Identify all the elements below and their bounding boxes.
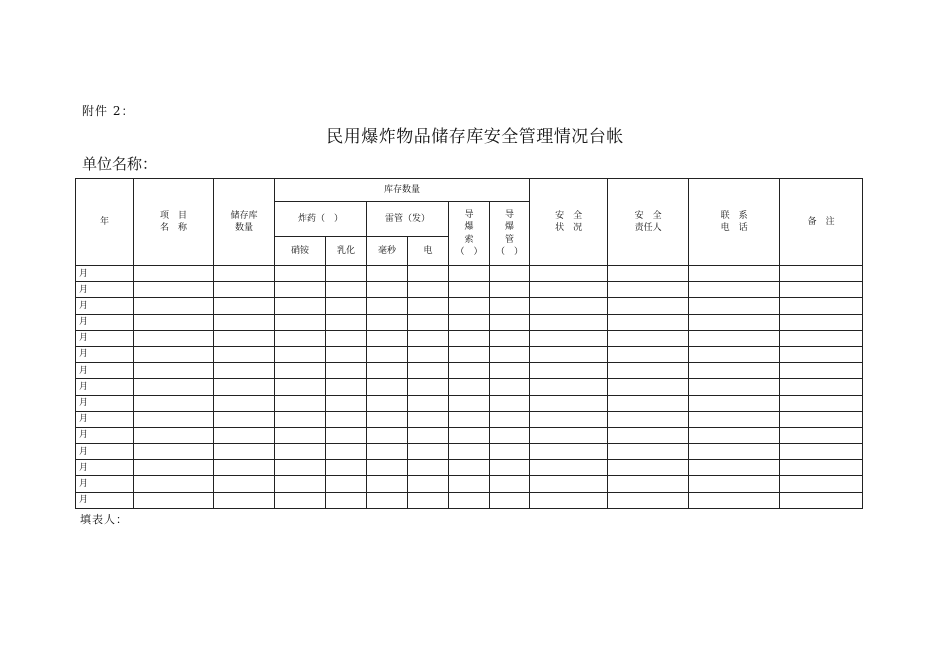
empty-cell	[367, 266, 408, 282]
table-row	[76, 282, 863, 298]
header-detonating-cord: 导 爆 索 （ ）	[449, 202, 490, 266]
empty-cell	[449, 379, 490, 395]
empty-cell	[408, 266, 449, 282]
month-cell: 月	[76, 314, 134, 330]
header-stock-quantity: 库存数量	[275, 179, 530, 202]
empty-cell	[134, 427, 214, 443]
month-cell: 月	[76, 363, 134, 379]
empty-cell	[326, 444, 367, 460]
empty-cell	[689, 282, 780, 298]
empty-cell	[530, 492, 608, 508]
empty-cell	[780, 444, 863, 460]
month-cell: 月	[76, 427, 134, 443]
empty-cell	[530, 282, 608, 298]
empty-cell	[449, 476, 490, 492]
empty-cell	[326, 346, 367, 362]
empty-cell	[449, 395, 490, 411]
empty-cell	[449, 282, 490, 298]
empty-cell	[275, 379, 326, 395]
empty-cell	[275, 476, 326, 492]
unit-name-label: 单位名称：	[82, 155, 158, 173]
empty-cell	[367, 460, 408, 476]
empty-cell	[214, 476, 275, 492]
empty-cell	[134, 330, 214, 346]
empty-cell	[780, 363, 863, 379]
table-row	[76, 444, 863, 460]
empty-cell	[367, 476, 408, 492]
empty-cell	[408, 444, 449, 460]
empty-cell	[134, 476, 214, 492]
header-electric: 电	[408, 237, 449, 266]
header-storage-qty: 储存库 数量	[214, 179, 275, 266]
month-cell: 月	[76, 460, 134, 476]
empty-cell	[530, 379, 608, 395]
empty-cell	[367, 363, 408, 379]
header-millisecond: 毫秒	[367, 237, 408, 266]
empty-cell	[367, 427, 408, 443]
empty-cell	[214, 427, 275, 443]
empty-cell	[134, 346, 214, 362]
empty-cell	[134, 395, 214, 411]
empty-cell	[214, 330, 275, 346]
header-contact-phone: 联 系 电 话	[689, 179, 780, 266]
empty-cell	[608, 444, 689, 460]
empty-cell	[367, 314, 408, 330]
header-ammonium-nitrate: 硝铵	[275, 237, 326, 266]
empty-cell	[134, 363, 214, 379]
header-detonators: 雷管（发）	[367, 202, 449, 237]
table-row	[76, 298, 863, 314]
empty-cell	[326, 395, 367, 411]
empty-cell	[367, 395, 408, 411]
empty-cell	[490, 346, 530, 362]
empty-cell	[608, 460, 689, 476]
empty-cell	[214, 346, 275, 362]
empty-cell	[275, 346, 326, 362]
empty-cell	[608, 395, 689, 411]
empty-cell	[689, 476, 780, 492]
empty-cell	[326, 476, 367, 492]
data-rows	[76, 266, 863, 509]
empty-cell	[780, 460, 863, 476]
filler-note: 填表人：	[80, 513, 128, 526]
empty-cell	[408, 298, 449, 314]
empty-cell	[490, 395, 530, 411]
empty-cell	[214, 363, 275, 379]
empty-cell	[326, 460, 367, 476]
empty-cell	[449, 330, 490, 346]
ledger-table	[75, 178, 863, 509]
table-row	[76, 330, 863, 346]
empty-cell	[326, 379, 367, 395]
empty-cell	[449, 266, 490, 282]
empty-cell	[214, 460, 275, 476]
table-row	[76, 460, 863, 476]
empty-cell	[689, 298, 780, 314]
empty-cell	[134, 298, 214, 314]
empty-cell	[214, 395, 275, 411]
empty-cell	[530, 314, 608, 330]
empty-cell	[408, 379, 449, 395]
empty-cell	[608, 427, 689, 443]
empty-cell	[275, 363, 326, 379]
empty-cell	[134, 492, 214, 508]
table-row	[76, 363, 863, 379]
empty-cell	[689, 346, 780, 362]
empty-cell	[530, 330, 608, 346]
empty-cell	[608, 379, 689, 395]
empty-cell	[608, 330, 689, 346]
empty-cell	[608, 411, 689, 427]
month-cell: 月	[76, 492, 134, 508]
empty-cell	[780, 266, 863, 282]
empty-cell	[326, 298, 367, 314]
month-cell: 月	[76, 330, 134, 346]
empty-cell	[408, 492, 449, 508]
header-responsible-person: 安 全 责任人	[608, 179, 689, 266]
empty-cell	[408, 282, 449, 298]
empty-cell	[214, 492, 275, 508]
empty-cell	[490, 379, 530, 395]
empty-cell	[608, 492, 689, 508]
empty-cell	[780, 298, 863, 314]
empty-cell	[326, 282, 367, 298]
empty-cell	[449, 363, 490, 379]
attachment-note: 附件 2：	[82, 104, 135, 118]
month-cell: 月	[76, 346, 134, 362]
empty-cell	[608, 363, 689, 379]
empty-cell	[275, 314, 326, 330]
empty-cell	[608, 298, 689, 314]
empty-cell	[408, 460, 449, 476]
table-row	[76, 346, 863, 362]
empty-cell	[689, 427, 780, 443]
table-row	[76, 314, 863, 330]
empty-cell	[530, 411, 608, 427]
empty-cell	[326, 492, 367, 508]
empty-cell	[530, 476, 608, 492]
empty-cell	[408, 476, 449, 492]
empty-cell	[490, 266, 530, 282]
empty-cell	[408, 411, 449, 427]
empty-cell	[689, 314, 780, 330]
empty-cell	[367, 444, 408, 460]
empty-cell	[608, 266, 689, 282]
empty-cell	[689, 266, 780, 282]
empty-cell	[780, 346, 863, 362]
empty-cell	[780, 427, 863, 443]
empty-cell	[275, 460, 326, 476]
empty-cell	[275, 282, 326, 298]
empty-cell	[367, 346, 408, 362]
empty-cell	[490, 314, 530, 330]
table-row	[76, 266, 863, 282]
month-cell: 月	[76, 395, 134, 411]
empty-cell	[408, 346, 449, 362]
empty-cell	[608, 314, 689, 330]
empty-cell	[214, 266, 275, 282]
empty-cell	[608, 282, 689, 298]
header-explosives: 炸药（ ）	[275, 202, 367, 237]
empty-cell	[608, 476, 689, 492]
empty-cell	[689, 411, 780, 427]
empty-cell	[780, 282, 863, 298]
empty-cell	[134, 444, 214, 460]
empty-cell	[367, 492, 408, 508]
month-cell: 月	[76, 298, 134, 314]
empty-cell	[275, 395, 326, 411]
empty-cell	[134, 411, 214, 427]
empty-cell	[408, 427, 449, 443]
empty-cell	[214, 282, 275, 298]
empty-cell	[780, 476, 863, 492]
empty-cell	[689, 395, 780, 411]
empty-cell	[780, 411, 863, 427]
empty-cell	[490, 411, 530, 427]
empty-cell	[367, 379, 408, 395]
empty-cell	[490, 363, 530, 379]
empty-cell	[780, 330, 863, 346]
empty-cell	[449, 427, 490, 443]
empty-cell	[608, 346, 689, 362]
empty-cell	[326, 427, 367, 443]
header-safety-status: 安 全 状 况	[530, 179, 608, 266]
empty-cell	[449, 346, 490, 362]
empty-cell	[689, 363, 780, 379]
empty-cell	[326, 314, 367, 330]
empty-cell	[689, 444, 780, 460]
empty-cell	[275, 427, 326, 443]
empty-cell	[689, 379, 780, 395]
table-row	[76, 379, 863, 395]
empty-cell	[449, 460, 490, 476]
empty-cell	[780, 395, 863, 411]
empty-cell	[214, 298, 275, 314]
month-cell: 月	[76, 444, 134, 460]
empty-cell	[449, 298, 490, 314]
header-emulsion: 乳化	[326, 237, 367, 266]
empty-cell	[780, 379, 863, 395]
empty-cell	[490, 476, 530, 492]
table-row	[76, 411, 863, 427]
empty-cell	[134, 314, 214, 330]
empty-cell	[449, 314, 490, 330]
table-row	[76, 427, 863, 443]
empty-cell	[530, 363, 608, 379]
header-detonating-tube: 导 爆 管 （ ）	[490, 202, 530, 266]
empty-cell	[490, 492, 530, 508]
month-cell: 月	[76, 411, 134, 427]
table-row	[76, 492, 863, 508]
page-title: 民用爆炸物品储存库安全管理情况台帐	[326, 127, 624, 147]
empty-cell	[214, 379, 275, 395]
empty-cell	[214, 411, 275, 427]
empty-cell	[689, 492, 780, 508]
empty-cell	[689, 460, 780, 476]
empty-cell	[780, 314, 863, 330]
empty-cell	[490, 330, 530, 346]
empty-cell	[449, 444, 490, 460]
empty-cell	[449, 411, 490, 427]
empty-cell	[689, 330, 780, 346]
empty-cell	[530, 444, 608, 460]
empty-cell	[214, 444, 275, 460]
header-row-1	[76, 179, 863, 202]
empty-cell	[275, 444, 326, 460]
empty-cell	[780, 492, 863, 508]
empty-cell	[275, 411, 326, 427]
empty-cell	[134, 282, 214, 298]
empty-cell	[367, 330, 408, 346]
empty-cell	[275, 266, 326, 282]
empty-cell	[367, 411, 408, 427]
empty-cell	[326, 266, 367, 282]
empty-cell	[326, 363, 367, 379]
empty-cell	[530, 346, 608, 362]
empty-cell	[275, 298, 326, 314]
empty-cell	[134, 379, 214, 395]
table-row	[76, 476, 863, 492]
month-cell: 月	[76, 476, 134, 492]
empty-cell	[275, 492, 326, 508]
empty-cell	[449, 492, 490, 508]
empty-cell	[134, 460, 214, 476]
empty-cell	[367, 282, 408, 298]
empty-cell	[408, 363, 449, 379]
empty-cell	[408, 330, 449, 346]
month-cell: 月	[76, 379, 134, 395]
empty-cell	[530, 427, 608, 443]
empty-cell	[367, 298, 408, 314]
empty-cell	[530, 298, 608, 314]
empty-cell	[326, 411, 367, 427]
month-cell: 月	[76, 282, 134, 298]
empty-cell	[408, 314, 449, 330]
empty-cell	[490, 282, 530, 298]
empty-cell	[214, 314, 275, 330]
table-row	[76, 395, 863, 411]
header-item-name: 项 目 名 称	[134, 179, 214, 266]
header-remark: 备 注	[780, 179, 863, 266]
empty-cell	[408, 395, 449, 411]
month-cell: 月	[76, 266, 134, 282]
empty-cell	[490, 460, 530, 476]
empty-cell	[530, 460, 608, 476]
empty-cell	[490, 427, 530, 443]
empty-cell	[490, 298, 530, 314]
empty-cell	[134, 266, 214, 282]
empty-cell	[530, 395, 608, 411]
empty-cell	[490, 444, 530, 460]
empty-cell	[326, 330, 367, 346]
empty-cell	[530, 266, 608, 282]
empty-cell	[275, 330, 326, 346]
header-year: 年	[76, 179, 134, 266]
